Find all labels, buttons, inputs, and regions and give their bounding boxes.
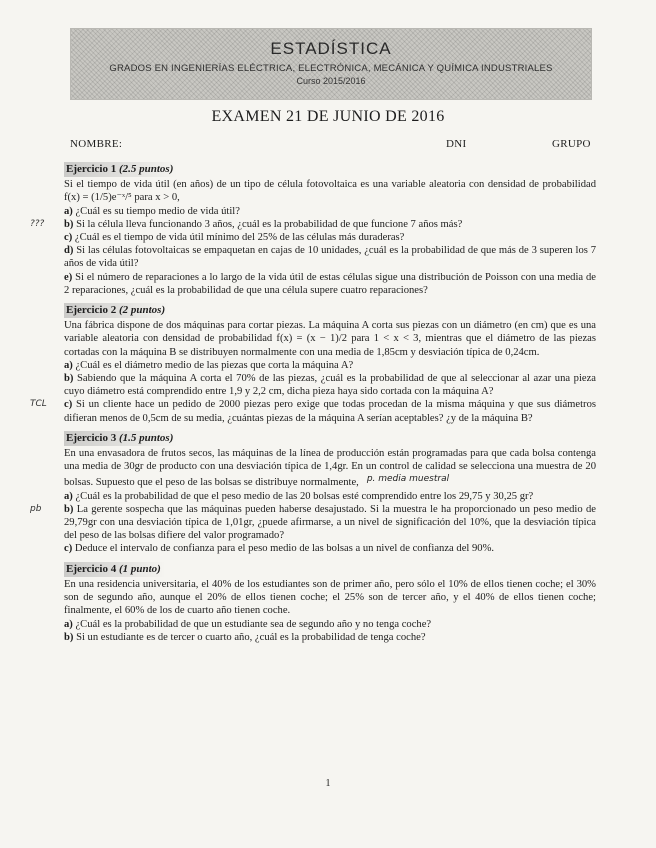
handwritten-margin-note: pb — [30, 503, 42, 514]
exercise-1 — [30, 162, 596, 297]
exercise-4 — [64, 562, 596, 644]
question-text: ¿Cuál es el tiempo de vida útil mínimo del 25% de las células más duraderas? — [74, 232, 405, 244]
exercise-points: (2.5 puntos) — [118, 163, 174, 175]
question-label: c) — [64, 543, 73, 555]
question — [64, 271, 596, 297]
exercise-heading — [64, 162, 177, 177]
intro-text: En una envasadora de frutos secos, las máquinas de la línea de producción están programadas para que cada bolsa contenga una media de 30gr de producto con una desviación típica de 1,4gr. En un control de calidad se selecciona una muestra de 20 bolsas. Supuesto que el peso de las bolsas se distribuye normalmente, — [64, 448, 596, 489]
academic-year: Curso 2015/2016 — [296, 76, 366, 86]
exercise-points: (1 punto) — [118, 562, 161, 575]
question — [30, 398, 596, 424]
question — [64, 231, 596, 244]
question — [64, 359, 596, 372]
question-label: b) — [64, 373, 74, 385]
question-text: ¿Cuál es su tiempo medio de vida útil? — [75, 205, 240, 217]
question-label: e) — [64, 271, 73, 283]
question-text: Si las células fotovoltaicas se empaquetan en cajas de 10 unidades, ¿cuál es la probabilidad de que más de 3 superen los 7 años de vida útil? — [64, 245, 596, 270]
exercise-intro: Si el tiempo de vida útil (en años) de un tipo de célula fotovoltaica es una variable aleatoria con densidad de probabilidad f(x) = (1/5)e⁻ˣ/⁵ para x > 0, — [64, 179, 596, 204]
question-label: a) — [64, 205, 73, 217]
degrees-subtitle: GRADOS EN INGENIERÍAS ELÉCTRICA, ELECTRÓNICA, MECÁNICA Y QUÍMICA INDUSTRIALES — [109, 63, 553, 74]
question-label: a) — [64, 618, 73, 630]
question — [30, 503, 596, 543]
question-label: b) — [64, 503, 74, 515]
question-label: c) — [64, 232, 73, 244]
exercise-title: Ejercicio 1 — [66, 163, 117, 175]
exam-content — [30, 162, 596, 650]
question — [64, 205, 596, 218]
exercise-intro: En una residencia universitaria, el 40% de los estudiantes son de primer año, pero sólo el 10% de ellos tienen coche; el 30% son de segundo año, aunque el 20% de ellos tienen coche; el 25% son de tercer año, y el 40% de ellos tienen coche; finalmente, el 60% de los de cuarto año tienen coche. — [64, 578, 596, 617]
question-text: La gerente sospecha que las máquinas pueden haberse desajustado. Si la muestra le ha proporcionado un peso medio de 29,79gr con una desviación típica de 1,01gr, ¿puede afirmarse, a un nivel de significación del 10%, que la desviación típica del peso de las bolsas difiere del valor programado? — [64, 503, 596, 542]
handwritten-margin-note: ??? — [30, 218, 45, 229]
question-text: ¿Cuál es la probabilidad de que el peso medio de las 20 bolsas esté comprendido entre los 29,75 y 30,25 gr? — [75, 490, 534, 502]
question-text: Sabiendo que la máquina A corta el 70% de las piezas, ¿cuál es la probabilidad de que al seleccionar al azar una pieza cuyo diámetro está comprendido entre 1,9 y 2,2 cm, dicha pieza haya sido cortada con la máquina A? — [64, 373, 596, 398]
question-label: d) — [64, 245, 74, 257]
handwritten-annotation: p. media muestral — [366, 474, 450, 485]
question-text: Si un estudiante es de tercer o cuarto año, ¿cuál es la probabilidad de tenga coche? — [76, 631, 426, 643]
question-label: b) — [64, 218, 74, 230]
exercise-title: Ejercicio 3 — [66, 431, 117, 444]
nombre-label: NOMBRE: — [70, 138, 123, 150]
question-text: ¿Cuál es la probabilidad de que un estudiante sea de segundo año y no tenga coche? — [75, 618, 432, 630]
exercise-title: Ejercicio 2 — [66, 304, 117, 317]
course-title: ESTADÍSTICA — [270, 39, 392, 58]
question-text: Si la célula lleva funcionando 3 años, ¿cuál es la probabilidad de que funcione 7 años más? — [76, 218, 463, 230]
question — [64, 372, 596, 398]
question — [64, 244, 596, 270]
question-label: b) — [64, 631, 74, 643]
exercise-heading — [64, 303, 169, 318]
handwritten-margin-note: TCL — [30, 399, 47, 410]
dni-label: DNI — [446, 138, 467, 150]
exam-title: EXAMEN 21 DE JUNIO DE 2016 — [211, 108, 445, 125]
exercise-points: (1.5 puntos) — [118, 431, 174, 444]
question-label: a) — [64, 359, 73, 371]
exercise-title: Ejercicio 4 — [66, 562, 117, 575]
question-text: Si un cliente hace un pedido de 2000 piezas pero exige que todas procedan de la misma máquina y que sus diámetros difieran menos de 0,5cm de su media, ¿cuántas piezas de la máquina A serían aceptables? ¿y de la máquina B? — [64, 399, 596, 424]
question — [30, 218, 596, 231]
question-label: c) — [64, 399, 73, 411]
grupo-label: GRUPO — [552, 138, 591, 150]
exercise-heading — [64, 431, 177, 446]
question — [64, 618, 596, 631]
question — [64, 542, 596, 555]
page-number: 1 — [325, 778, 331, 789]
question-text: Si el número de reparaciones a lo largo de la vida útil de estas células sigue una distribución de Poisson con una media de 2 reparaciones, ¿cuál es la probabilidad de que una célula supere cuatro reparaciones? — [64, 271, 596, 296]
question-text: Deduce el intervalo de confianza para el peso medio de las bolsas a un nivel de confianza del 90%. — [74, 543, 495, 555]
exercise-2 — [30, 303, 596, 425]
exercise-intro — [64, 447, 596, 490]
question — [64, 490, 596, 503]
exercise-intro: Una fábrica dispone de dos máquinas para cortar piezas. La máquina A corta sus piezas con un diámetro (en cm) que es una variable aleatoria con densidad de probabilidad f(x) = (x − 1)/2 para 1 < x < 3, mientras que el diámetro de las piezas cortadas con la máquina B se distribuyen normalmente con una media de 1,85cm y desviación típica de 0,24cm. — [64, 320, 596, 358]
header-banner — [70, 28, 592, 100]
question-label: a) — [64, 490, 73, 502]
exercise-points: (2 puntos) — [118, 304, 166, 317]
question-text: ¿Cuál es el diámetro medio de las piezas que corta la máquina A? — [75, 359, 354, 371]
exercise-3 — [30, 431, 596, 556]
exercise-heading — [64, 562, 165, 577]
question — [64, 631, 596, 644]
